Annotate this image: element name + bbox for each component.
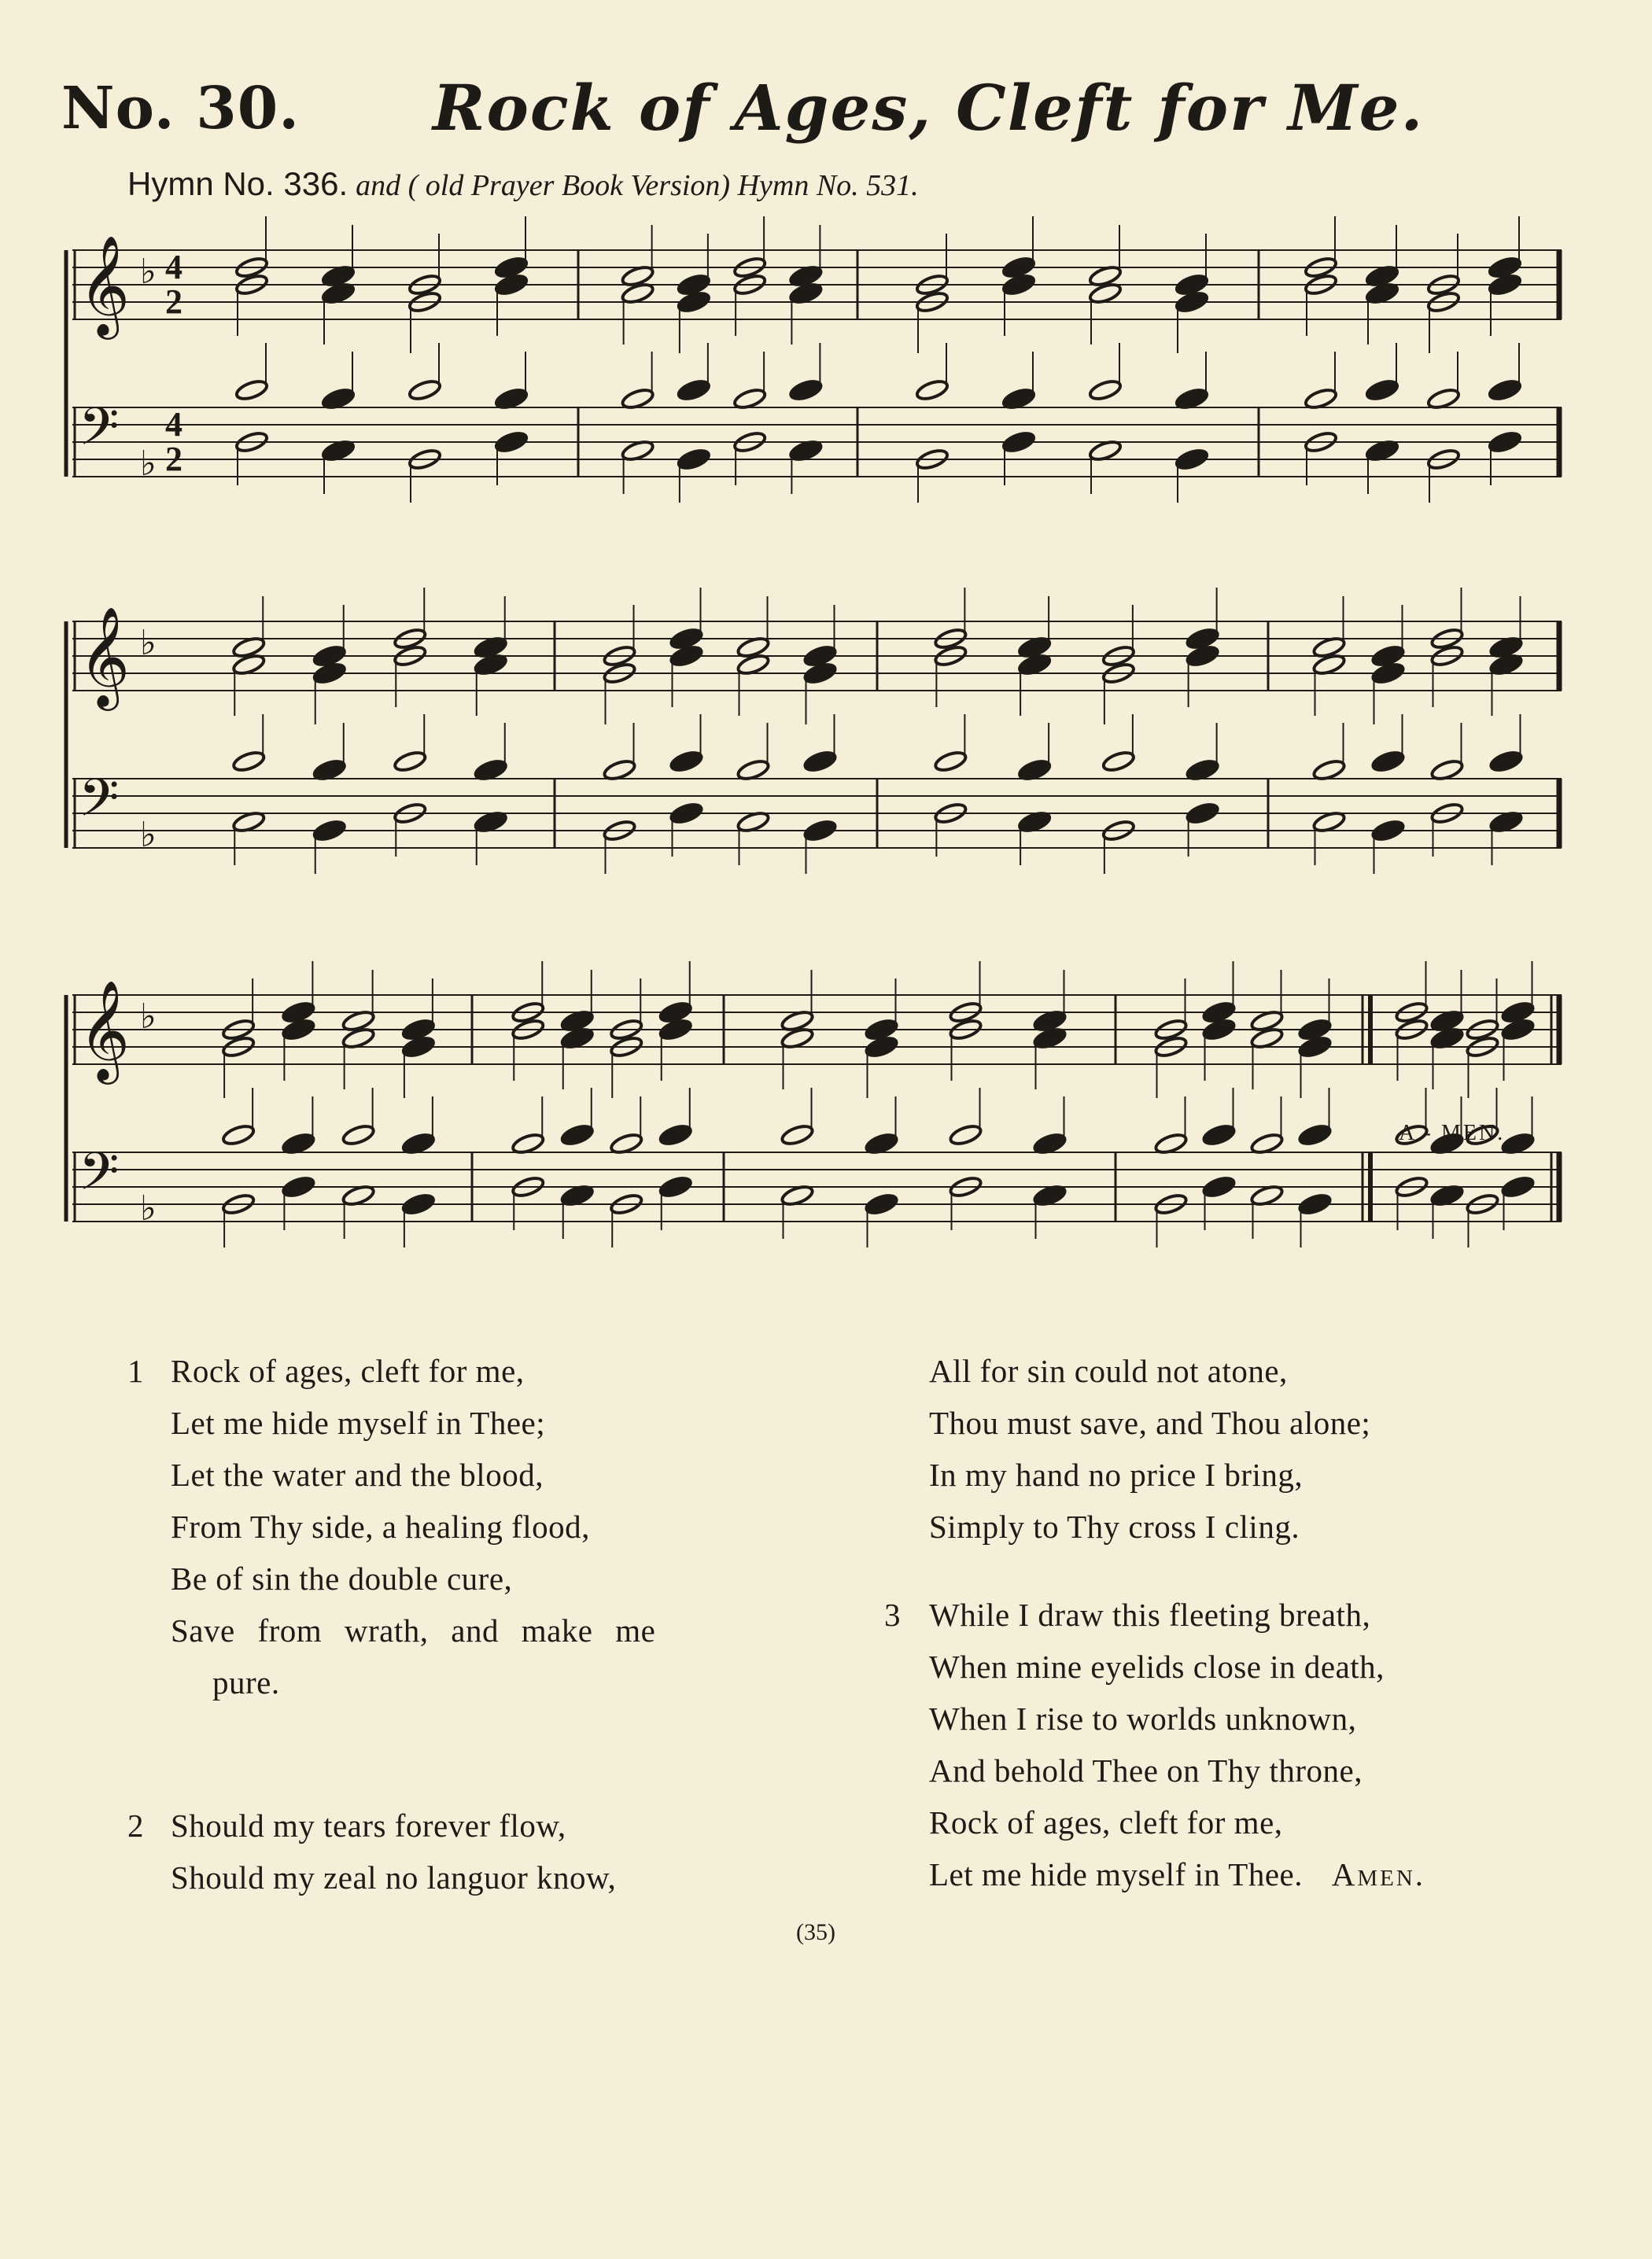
svg-text:♭: ♭ [140, 624, 157, 662]
verse-line: Simply to Thy cross I cling. [929, 1509, 1300, 1545]
svg-text:♭: ♭ [140, 252, 157, 291]
svg-text:4: 4 [165, 405, 183, 444]
svg-text:4: 4 [165, 248, 183, 286]
verse-line: All for sin could not atone, [929, 1353, 1288, 1389]
music-system [66, 588, 1562, 874]
verse-amen: Amen. [1331, 1856, 1426, 1892]
hymn-number: No. 30. [61, 75, 300, 142]
verse-line: In my hand no price I bring, [929, 1457, 1304, 1493]
verse-line: When mine eyelids close in death, [929, 1649, 1385, 1685]
verse-line: Let the water and the blood, [171, 1457, 544, 1493]
verse-number: 1 [127, 1353, 144, 1389]
verse-line: pure. [212, 1664, 280, 1701]
svg-text:𝄞: 𝄞 [79, 979, 131, 1080]
page-number: (35) [796, 1919, 835, 1945]
verse-line: When I rise to worlds unknown, [929, 1701, 1357, 1737]
svg-text:2: 2 [165, 440, 183, 478]
svg-text:𝄢: 𝄢 [79, 396, 120, 470]
music-systems [66, 216, 1562, 1247]
verse-line: Save from wrath, and make me [171, 1612, 656, 1649]
verse-line: Should my tears forever flow, [171, 1808, 566, 1844]
svg-text:𝄞: 𝄞 [79, 606, 131, 706]
music-system [66, 961, 1562, 1247]
verse-line: While I draw this fleeting breath, [929, 1597, 1371, 1633]
svg-text:𝄞: 𝄞 [79, 234, 131, 335]
verse-line: From Thy side, a healing flood, [171, 1509, 590, 1545]
verse-line: And behold Thee on Thy throne, [929, 1752, 1363, 1789]
verse-number: 3 [884, 1597, 901, 1633]
svg-text:♭: ♭ [140, 1189, 157, 1228]
verse-line: Rock of ages, cleft for me, [171, 1353, 525, 1389]
hymn-title: Rock of Ages, Cleft for Me. [433, 71, 1425, 145]
verse-line: Thou must save, and Thou alone; [929, 1405, 1371, 1441]
verse-line-text: Let me hide myself in Thee. [929, 1856, 1303, 1892]
svg-text:2: 2 [165, 282, 183, 321]
music-system [66, 216, 1562, 503]
verse-line: Rock of ages, cleft for me, [929, 1804, 1283, 1841]
hymn-alt-reference: and ( old Prayer Book Version) Hymn No. 531. [356, 169, 919, 202]
svg-text:𝄢: 𝄢 [79, 1141, 120, 1214]
verse-line: Be of sin the double cure, [171, 1561, 513, 1597]
svg-text:𝄢: 𝄢 [79, 768, 120, 841]
svg-text:♭: ♭ [140, 816, 157, 854]
svg-text:♭: ♭ [140, 997, 157, 1036]
verse-line: Should my zeal no languor know, [171, 1859, 617, 1896]
verse-number: 2 [127, 1808, 144, 1844]
svg-text:♭: ♭ [140, 444, 157, 483]
amen-label: A - MEN. [1399, 1121, 1506, 1145]
verse-line [929, 1848, 1425, 1900]
verse-line: Let me hide myself in Thee; [171, 1405, 546, 1441]
hymn-reference: Hymn No. 336. [127, 165, 348, 202]
